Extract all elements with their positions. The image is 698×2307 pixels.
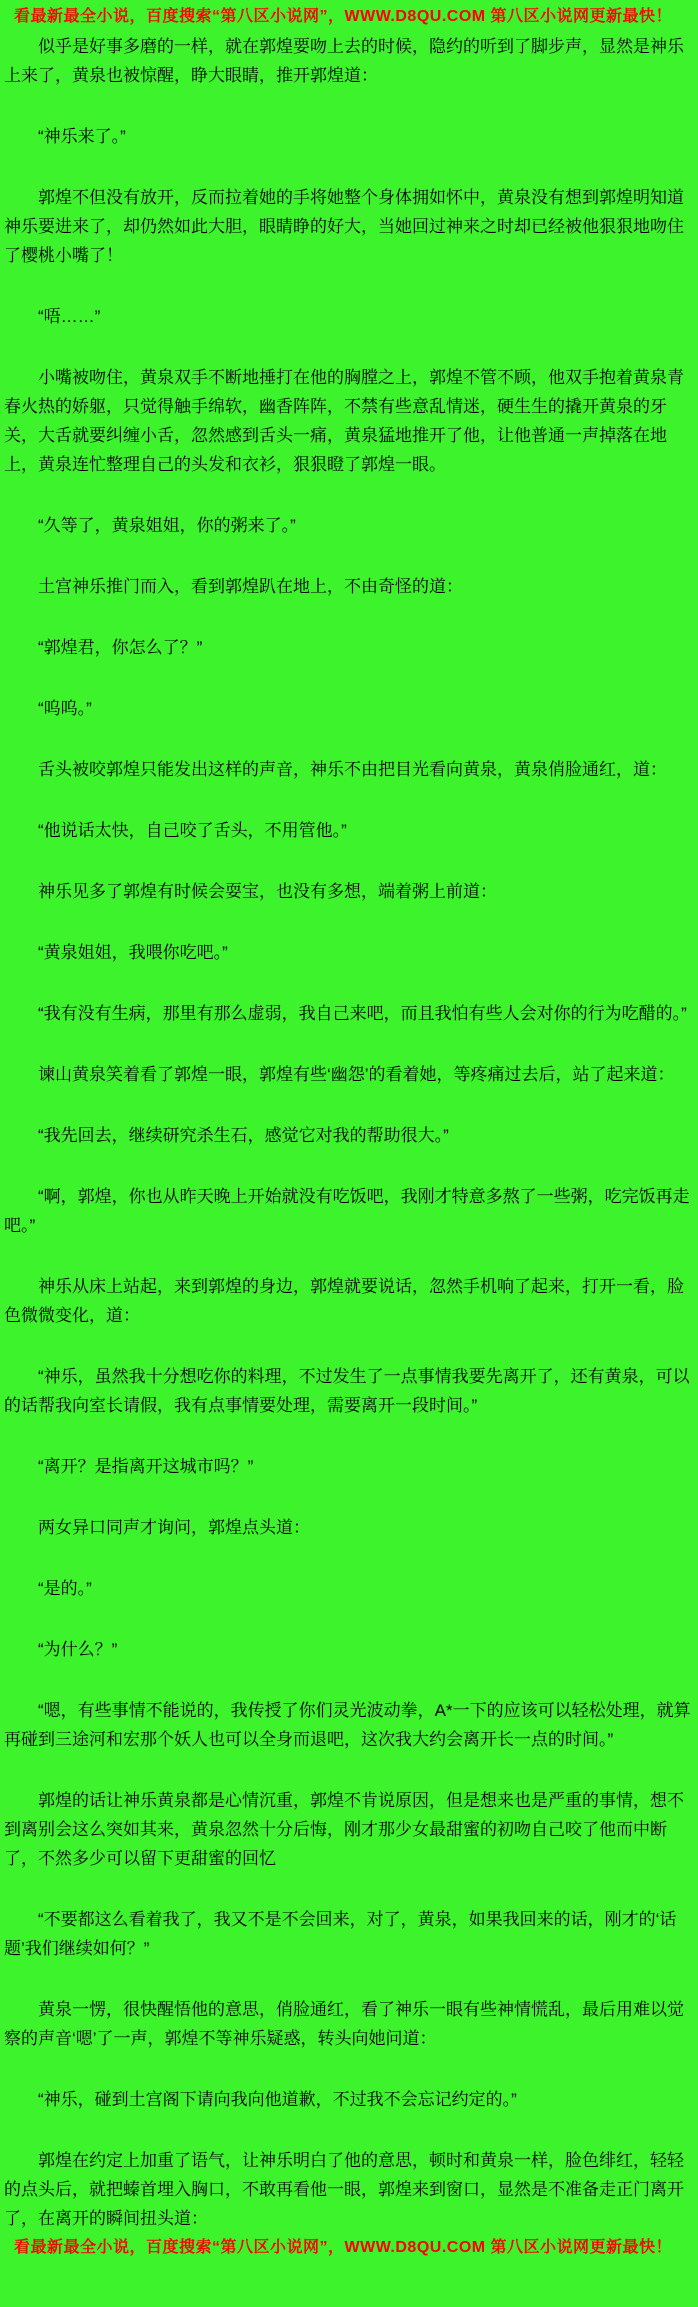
paragraph: 郭煌的话让神乐黄泉都是心情沉重，郭煌不肯说原因，但是想来也是严重的事情，想不到离别会这么突如其来，黄泉忽然十分后悔，刚才那少女最甜蜜的初吻自己咬了他而中断了，不然多少可以留下更甜蜜的回忆 [4, 1791, 684, 1868]
paragraph: 神乐从床上站起，来到郭煌的身边，郭煌就要说话，忽然手机响了起来，打开一看，脸色微微变化，道： [4, 1277, 684, 1325]
bottom-promo-banner: 看最新最全小说，百度搜索“第八区小说网”，WWW.D8QU.COM 第八区小说网更新最快！ [14, 2239, 673, 2256]
paragraph: “唔……” [38, 307, 101, 326]
paragraph: 谏山黄泉笑着看了郭煌一眼，郭煌有些‘幽怨’的看着她，等疼痛过去后，站了起来道： [38, 1065, 675, 1084]
paragraph: 两女异口同声才询问，郭煌点头道： [38, 1518, 310, 1537]
paragraph: 土宫神乐推门而入，看到郭煌趴在地上，不由奇怪的道： [38, 577, 463, 596]
paragraph: 郭煌不但没有放开，反而拉着她的手将她整个身体拥如怀中，黄泉没有想到郭煌明知道神乐要进来了，却仍然如此大胆，眼睛睁的好大，当她回过神来之时却已经被他狠狠地吻住了樱桃小嘴了！ [4, 188, 684, 265]
paragraph: “我有没有生病，那里有那么虚弱，我自己来吧，而且我怕有些人会对你的行为吃醋的。” [38, 1004, 687, 1023]
paragraph: 似乎是好事多磨的一样，就在郭煌要吻上去的时候，隐约的听到了脚步声，显然是神乐上来了，黄泉也被惊醒，睁大眼睛，推开郭煌道： [4, 37, 684, 85]
paragraph: “啊，郭煌，你也从昨天晚上开始就没有吃饭吧，我刚才特意多熬了一些粥，吃完饭再走吧。” [4, 1187, 690, 1235]
paragraph: “神乐，碰到土宫阁下请向我向他道歉，不过我不会忘记约定的。” [38, 2090, 517, 2109]
paragraph: “离开？是指离开这城市吗？” [38, 1457, 254, 1476]
paragraph: “久等了，黄泉姐姐，你的粥来了。” [38, 516, 296, 535]
paragraph: “我先回去，继续研究杀生石，感觉它对我的帮助很大。” [38, 1126, 449, 1145]
paragraph: “神乐，虽然我十分想吃你的料理，不过发生了一点事情我要先离开了，还有黄泉，可以的话帮我向室长请假，我有点事情要处理，需要离开一段时间。” [4, 1367, 690, 1415]
paragraph: 黄泉一愣，很快醒悟他的意思，俏脸通红，看了神乐一眼有些神情慌乱，最后用难以觉察的声音‘嗯’了一声，郭煌不等神乐疑惑，转头向她问道： [4, 2000, 684, 2048]
paragraph: “黄泉姐姐，我喂你吃吧。” [38, 943, 228, 962]
paragraph: “为什么？” [38, 1640, 118, 1659]
paragraph: “嗯，有些事情不能说的，我传授了你们灵光波动拳，A*一下的应该可以轻松处理，就算再碰到三途河和宏那个妖人也可以全身而退吧，这次我大约会离开长一点的时间。” [4, 1701, 691, 1749]
paragraph: “神乐来了。” [38, 127, 126, 146]
paragraph: 小嘴被吻住，黄泉双手不断地捶打在他的胸膛之上，郭煌不管不顾，他双手抱着黄泉青春火热的娇躯，只觉得触手绵软，幽香阵阵，不禁有些意乱情迷，硬生生的撬开黄泉的牙关，大舌就要纠缠小舌，忽然感到舌头一痛，黄泉猛地推开了他，让他普通一声掉落在地上，黄泉连忙整理自己的头发和衣衫，狠狠瞪了郭煌一眼。 [4, 368, 684, 474]
paragraph: 神乐见多了郭煌有时候会耍宝，也没有多想，端着粥上前道： [38, 882, 497, 901]
paragraph: “不要都这么看着我了，我又不是不会回来，对了，黄泉，如果我回来的话，刚才的‘话题’我们继续如何？” [4, 1910, 677, 1958]
paragraph: 郭煌在约定上加重了语气，让神乐明白了他的意思，顿时和黄泉一样，脸色绯红，轻轻的点头后，就把螓首埋入胸口，不敢再看他一眼，郭煌来到窗口，显然是不准备走正门离开了，在离开的瞬间扭头道： [4, 2151, 684, 2228]
paragraph: “郭煌君，你怎么了？” [38, 638, 203, 657]
paragraph: “他说话太快，自己咬了舌头，不用管他。” [38, 821, 347, 840]
top-promo-banner: 看最新最全小说，百度搜索“第八区小说网”，WWW.D8QU.COM 第八区小说网更新最快！ [14, 8, 673, 25]
novel-text [4, 32, 694, 2233]
paragraph: “是的。” [38, 1579, 92, 1598]
paragraph: “呜呜。” [38, 699, 92, 718]
paragraph: 舌头被咬郭煌只能发出这样的声音，神乐不由把目光看向黄泉，黄泉俏脸通红，道： [38, 760, 667, 779]
